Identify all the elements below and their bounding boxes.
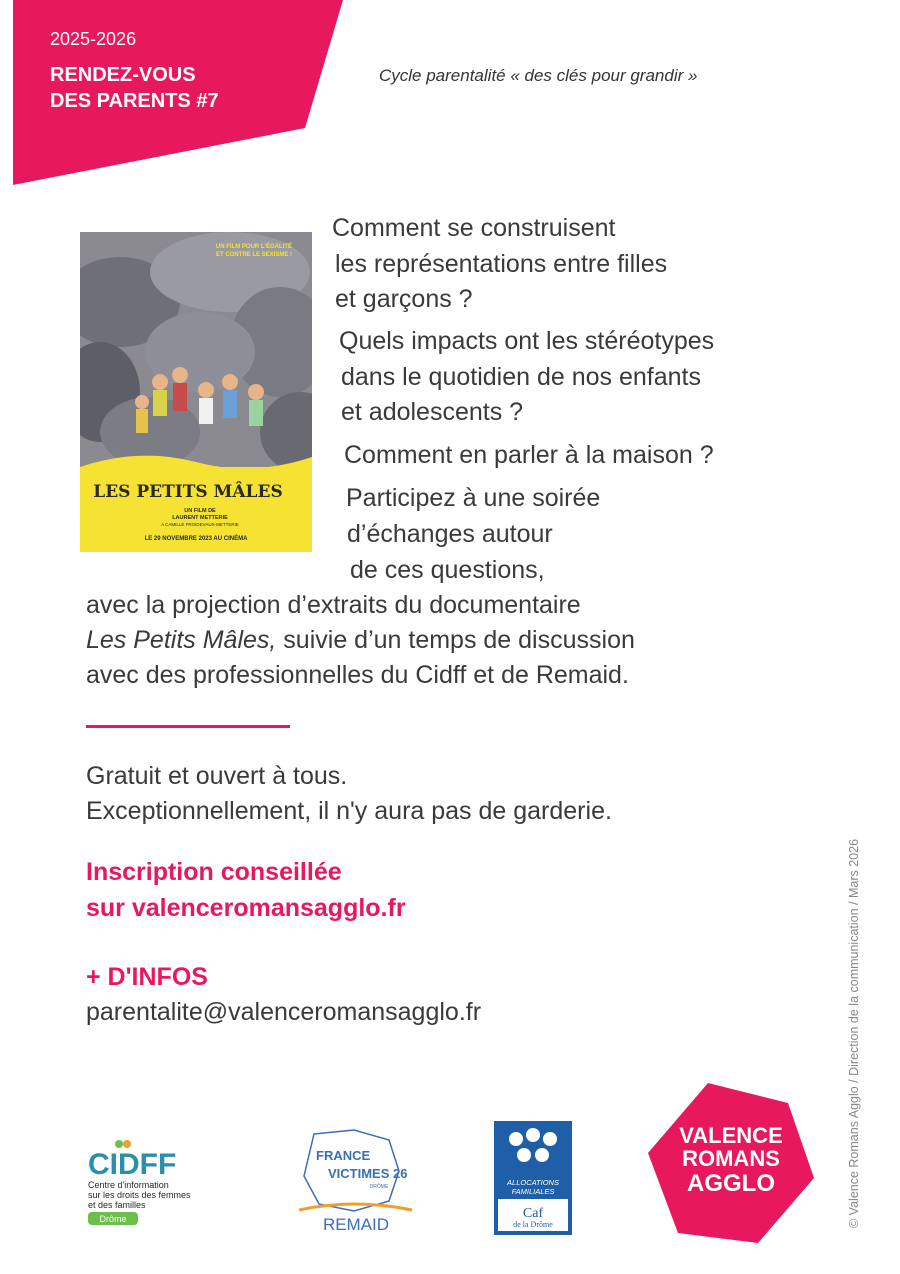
question-line-8: Participez à une soirée: [346, 484, 601, 512]
body-line-3: avec des professionnelles du Cidff et de Remaid.: [86, 661, 629, 689]
caf-region: de la Drôme: [513, 1220, 553, 1229]
banner-year: 2025-2026: [50, 29, 137, 49]
poster-tagline-1: UN FILM POUR L'ÉGALITÉ: [215, 244, 292, 250]
caf-name: Caf: [522, 1206, 544, 1221]
fv-remaid: REMAID: [322, 1215, 390, 1234]
registration-link[interactable]: sur valenceromansagglo.fr: [86, 894, 406, 922]
body-line-2-rest: suivie d’un temps de discussion: [276, 626, 635, 654]
question-line-4: Quels impacts ont les stéréotypes: [339, 327, 715, 355]
poster-credit-1: UN FILM DE: [184, 508, 216, 514]
contact-email[interactable]: parentalite@valenceromansagglo.fr: [86, 998, 482, 1026]
cidff-logo-name: CIDFF: [88, 1148, 177, 1181]
cidff-desc-2: sur les droits des femmes: [88, 1190, 191, 1200]
question-line-7: Comment en parler à la maison ?: [344, 441, 714, 469]
vra-line1: VALENCE: [679, 1123, 783, 1148]
question-line-2: les représentations entre filles: [335, 250, 668, 278]
question-line-5: dans le quotidien de nos enfants: [341, 363, 701, 391]
caf-logo: [494, 1121, 572, 1235]
film-title-italic: Les Petits Mâles,: [86, 626, 277, 654]
film-poster: [80, 232, 312, 552]
question-line-10: de ces questions,: [350, 556, 545, 584]
france-victimes-logo: [294, 1126, 419, 1236]
registration-line-1: Inscription conseillée: [86, 858, 342, 886]
body-line-2: [86, 624, 635, 656]
section-divider: [86, 725, 290, 728]
poster-tagline-2: ET CONTRE LE SEXISME !: [215, 252, 292, 258]
cidff-desc-3: et des familles: [88, 1200, 146, 1210]
caf-line1: ALLOCATIONS: [507, 1178, 559, 1187]
question-line-9: d’échanges autour: [347, 520, 553, 548]
poster-credit-2: LAURENT METTERIE: [172, 515, 228, 521]
vra-line2: ROMANS: [682, 1146, 780, 1171]
body-line-1: avec la projection d’extraits du documentaire: [86, 591, 581, 619]
banner-title-line2: DES PARENTS #7: [50, 90, 219, 112]
no-daycare-text: Exceptionnellement, il n'y aura pas de garderie.: [86, 797, 612, 825]
banner-title-line1: RENDEZ-VOUS: [50, 64, 196, 86]
cycle-subtitle: Cycle parentalité « des clés pour grandir »: [379, 66, 698, 85]
poster-credit-3: A CAMILLE FROIDEVAUX-METTERIE: [161, 522, 239, 527]
vra-line3: AGGLO: [687, 1170, 775, 1197]
poster-title: LES PETITS MÂLES: [93, 482, 283, 502]
poster-release: LE 29 NOVEMBRE 2023 AU CINÉMA: [144, 536, 248, 542]
free-entry-text: Gratuit et ouvert à tous.: [86, 762, 348, 790]
question-line-3: et garçons ?: [335, 285, 473, 313]
fv-line2: VICTIMES 26: [328, 1166, 408, 1181]
cidff-desc-1: Centre d'information: [88, 1180, 169, 1190]
more-info-heading: + D'INFOS: [86, 963, 208, 991]
cidff-logo: [86, 1140, 221, 1230]
fv-region: DRÔME: [369, 1184, 389, 1190]
caf-line2: FAMILIALES: [511, 1187, 555, 1196]
cidff-region: Drôme: [99, 1214, 127, 1224]
fv-line1: FRANCE: [316, 1148, 371, 1163]
question-line-1: Comment se construisent: [332, 214, 616, 242]
banner-title: [50, 62, 310, 114]
question-line-6: et adolescents ?: [341, 398, 524, 426]
valence-romans-agglo-logo: [648, 1083, 814, 1243]
credits-vertical: © Valence Romans Agglo / Direction de la communication / Mars 2026: [847, 838, 861, 1228]
